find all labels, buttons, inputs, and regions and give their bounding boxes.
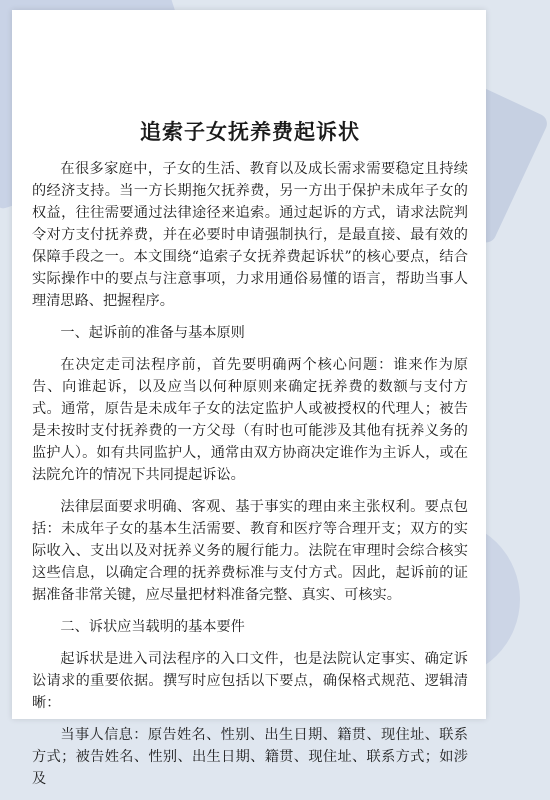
document-page bbox=[12, 10, 486, 787]
body-paragraph: 当事人信息：原告姓名、性别、出生日期、籍贯、现住址、联系方式；被告姓名、性别、出生日期、籍贯、现住址、联系方式；如涉及 bbox=[32, 727, 468, 787]
document-content bbox=[32, 118, 468, 800]
document-title: 追索子女抚养费起诉状 bbox=[140, 119, 360, 144]
section-heading-2: 二、诉状应当载明的基本要件 bbox=[60, 619, 245, 635]
body-paragraph: 法律层面要求明确、客观、基于事实的理由来主张权利。要点包括：未成年子女的基本生活需要、教育和医疗等合理开支；双方的实际收入、支出以及对抚养义务的履行能力。法院在审理时会综合核实这些信息，以确定合理的抚养费标准与支付方式。因此，起诉前的证据准备非常关键，应尽量把材料准备完整、真实、可核实。 bbox=[32, 499, 468, 603]
body-paragraph: 在决定走司法程序前，首先要明确两个核心问题：谁来作为原告、向谁起诉，以及应当以何种原则来确定抚养费的数额与支付方式。通常，原告是未成年子女的法定监护人或被授权的代理人；被告是未按时支付抚养费的一方父母（有时也可能涉及其他有抚养义务的监护人）。如有共同监护人，通常由双方协商决定谁作为主诉人，或在法院允许的情况下共同提起诉讼。 bbox=[32, 357, 468, 483]
intro-paragraph: 在很多家庭中，子女的生活、教育以及成长需求需要稳定且持续的经济支持。当一方长期拖欠抚养费，另一方出于保护未成年子女的权益，往往需要通过法律途径来追索。通过起诉的方式，请求法院判令对方支付抚养费，并在必要时申请强制执行，是最直接、最有效的保障手段之一。本文围绕“追索子女抚养费起诉状”的核心要点，结合实际操作中的要点与注意事项，力求用通俗易懂的语言，帮助当事人理清思路、把握程序。 bbox=[32, 161, 468, 309]
section-heading-1: 一、起诉前的准备与基本原则 bbox=[60, 325, 245, 341]
body-paragraph: 起诉状是进入司法程序的入口文件，也是法院认定事实、确定诉讼请求的重要依据。撰写时应包括以下要点，确保格式规范、逻辑清晰： bbox=[32, 651, 468, 711]
